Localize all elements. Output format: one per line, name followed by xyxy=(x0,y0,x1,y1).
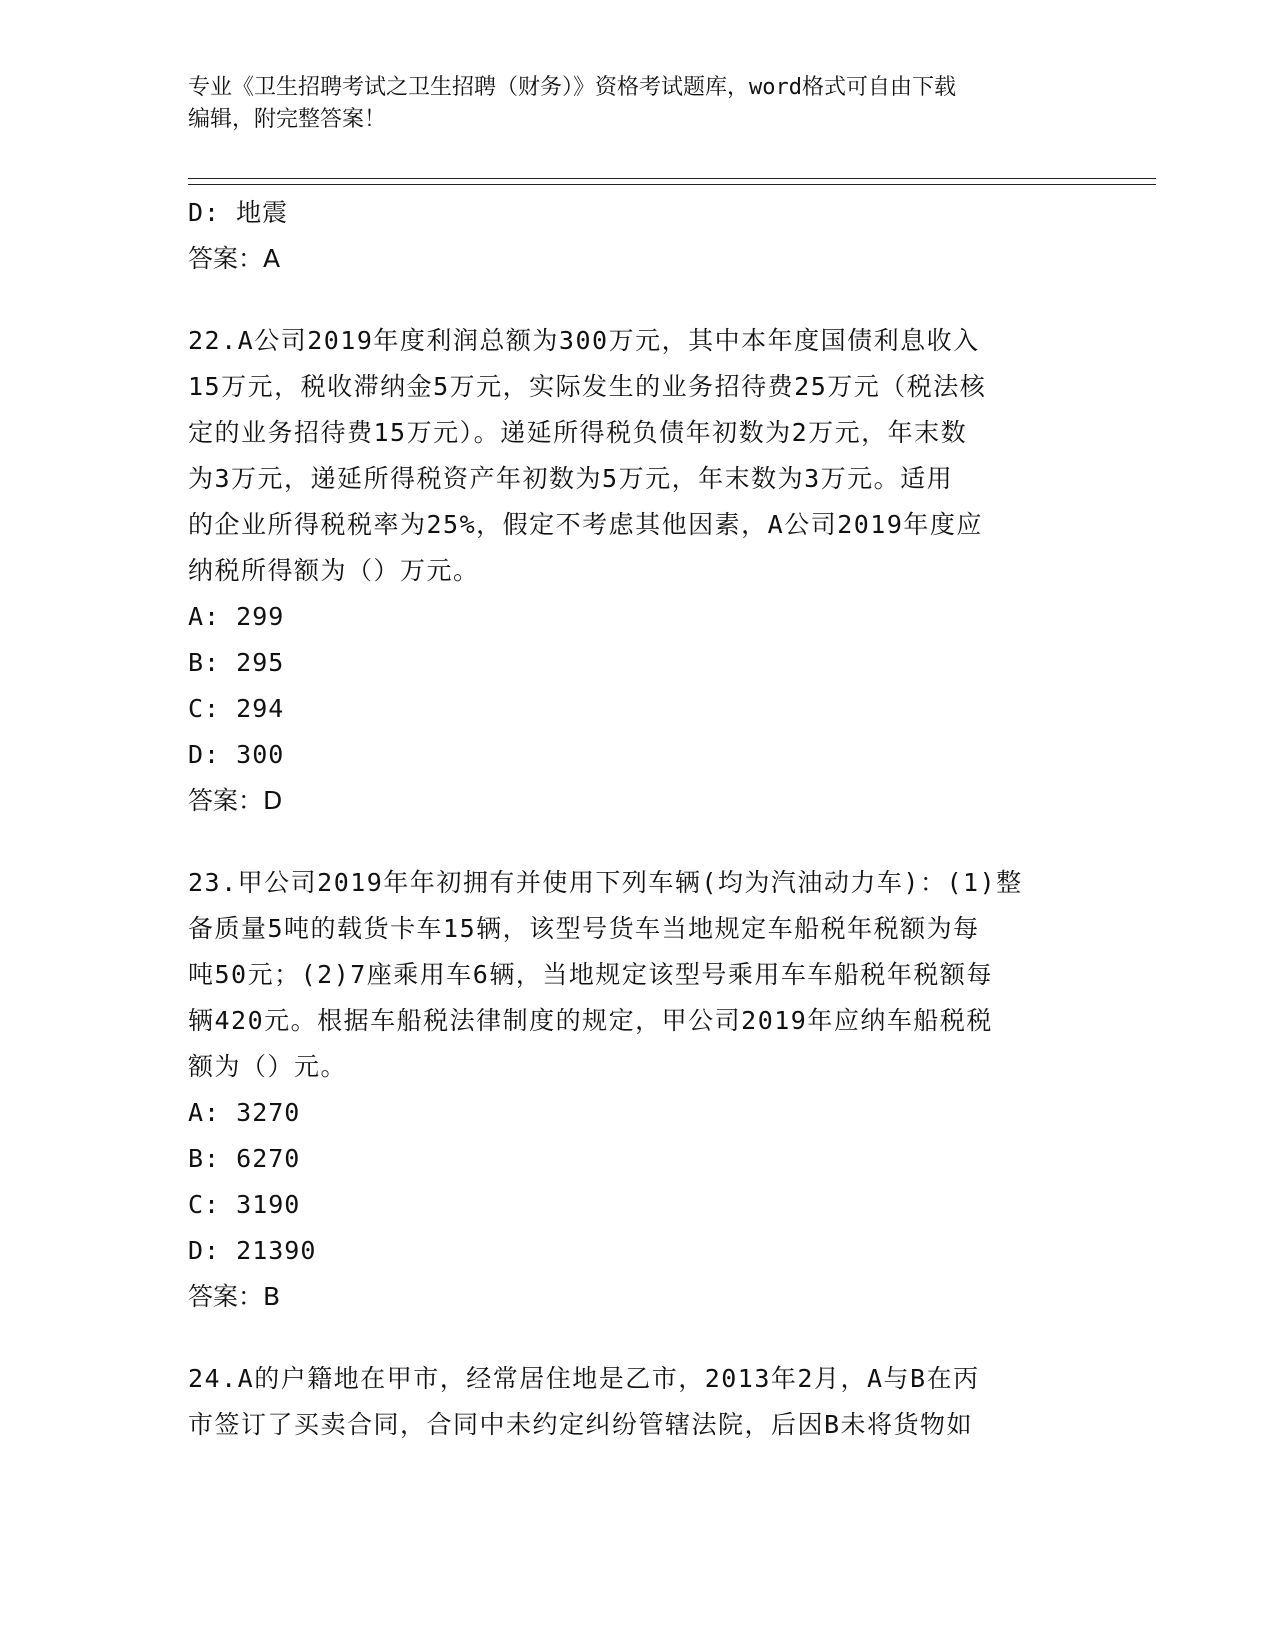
option-b: B: 6270 xyxy=(188,1144,301,1173)
stem-line: 24.A的户籍地在甲市，经常居住地是乙市，2013年2月，A与B在丙 xyxy=(188,1364,980,1393)
question-stem xyxy=(188,318,1088,594)
question-24 xyxy=(188,1356,1088,1448)
stem-line: 纳税所得额为（）万元。 xyxy=(188,556,480,585)
stem-line: 市签订了买卖合同，合同中未约定纠纷管辖法院，后因B未将货物如 xyxy=(188,1410,974,1439)
option-c: C: 294 xyxy=(188,694,285,723)
question-23 xyxy=(188,860,1088,1320)
question-22 xyxy=(188,318,1088,824)
previous-question-tail xyxy=(188,190,1088,282)
option-c: C: 3190 xyxy=(188,1190,301,1219)
stem-line: 22.A公司2019年度利润总额为300万元，其中本年度国债利息收入 xyxy=(188,326,980,355)
option-a: A: 3270 xyxy=(188,1098,301,1127)
header-line-1: 专业《卫生招聘考试之卫生招聘（财务）》资格考试题库，word格式可自由下载 xyxy=(188,75,956,100)
stem-line: 15万元，税收滞纳金5万元，实际发生的业务招待费25万元（税法核 xyxy=(188,372,987,401)
stem-line: 备质量5吨的载货卡车15辆，该型号货车当地规定车船税年税额为每 xyxy=(188,914,980,943)
header-divider xyxy=(188,178,1156,185)
option-d: D: 21390 xyxy=(188,1236,317,1265)
stem-line: 23.甲公司2019年年初拥有并使用下列车辆(均为汽油动力车)：(1)整 xyxy=(188,868,1023,897)
stem-line: 额为（）元。 xyxy=(188,1052,348,1081)
stem-line: 定的业务招待费15万元）。递延所得税负债年初数为2万元，年末数 xyxy=(188,418,968,447)
stem-line: 为3万元，递延所得税资产年初数为5万元，年末数为3万元。适用 xyxy=(188,464,954,493)
document-body xyxy=(188,190,1088,1448)
stem-line: 辆420元。根据车船税法律制度的规定，甲公司2019年应纳车船税税 xyxy=(188,1006,993,1035)
answer-line: 答案：A xyxy=(188,244,281,273)
option-b: B: 295 xyxy=(188,648,285,677)
answer-line: 答案：D xyxy=(188,786,283,815)
option-d: D: 300 xyxy=(188,740,285,769)
option-a: A: 299 xyxy=(188,602,285,631)
stem-line: 吨50元；(2)7座乘用车6辆，当地规定该型号乘用车车船税年税额每 xyxy=(188,960,993,989)
stem-line: 的企业所得税税率为25%，假定不考虑其他因素，A公司2019年度应 xyxy=(188,510,983,539)
header-line-2: 编辑，附完整答案！ xyxy=(188,107,387,132)
answer-line: 答案：B xyxy=(188,1282,281,1311)
question-stem xyxy=(188,1356,1088,1448)
question-stem xyxy=(188,860,1088,1090)
option-d: D: 地震 xyxy=(188,198,289,227)
page-header xyxy=(188,72,1088,136)
